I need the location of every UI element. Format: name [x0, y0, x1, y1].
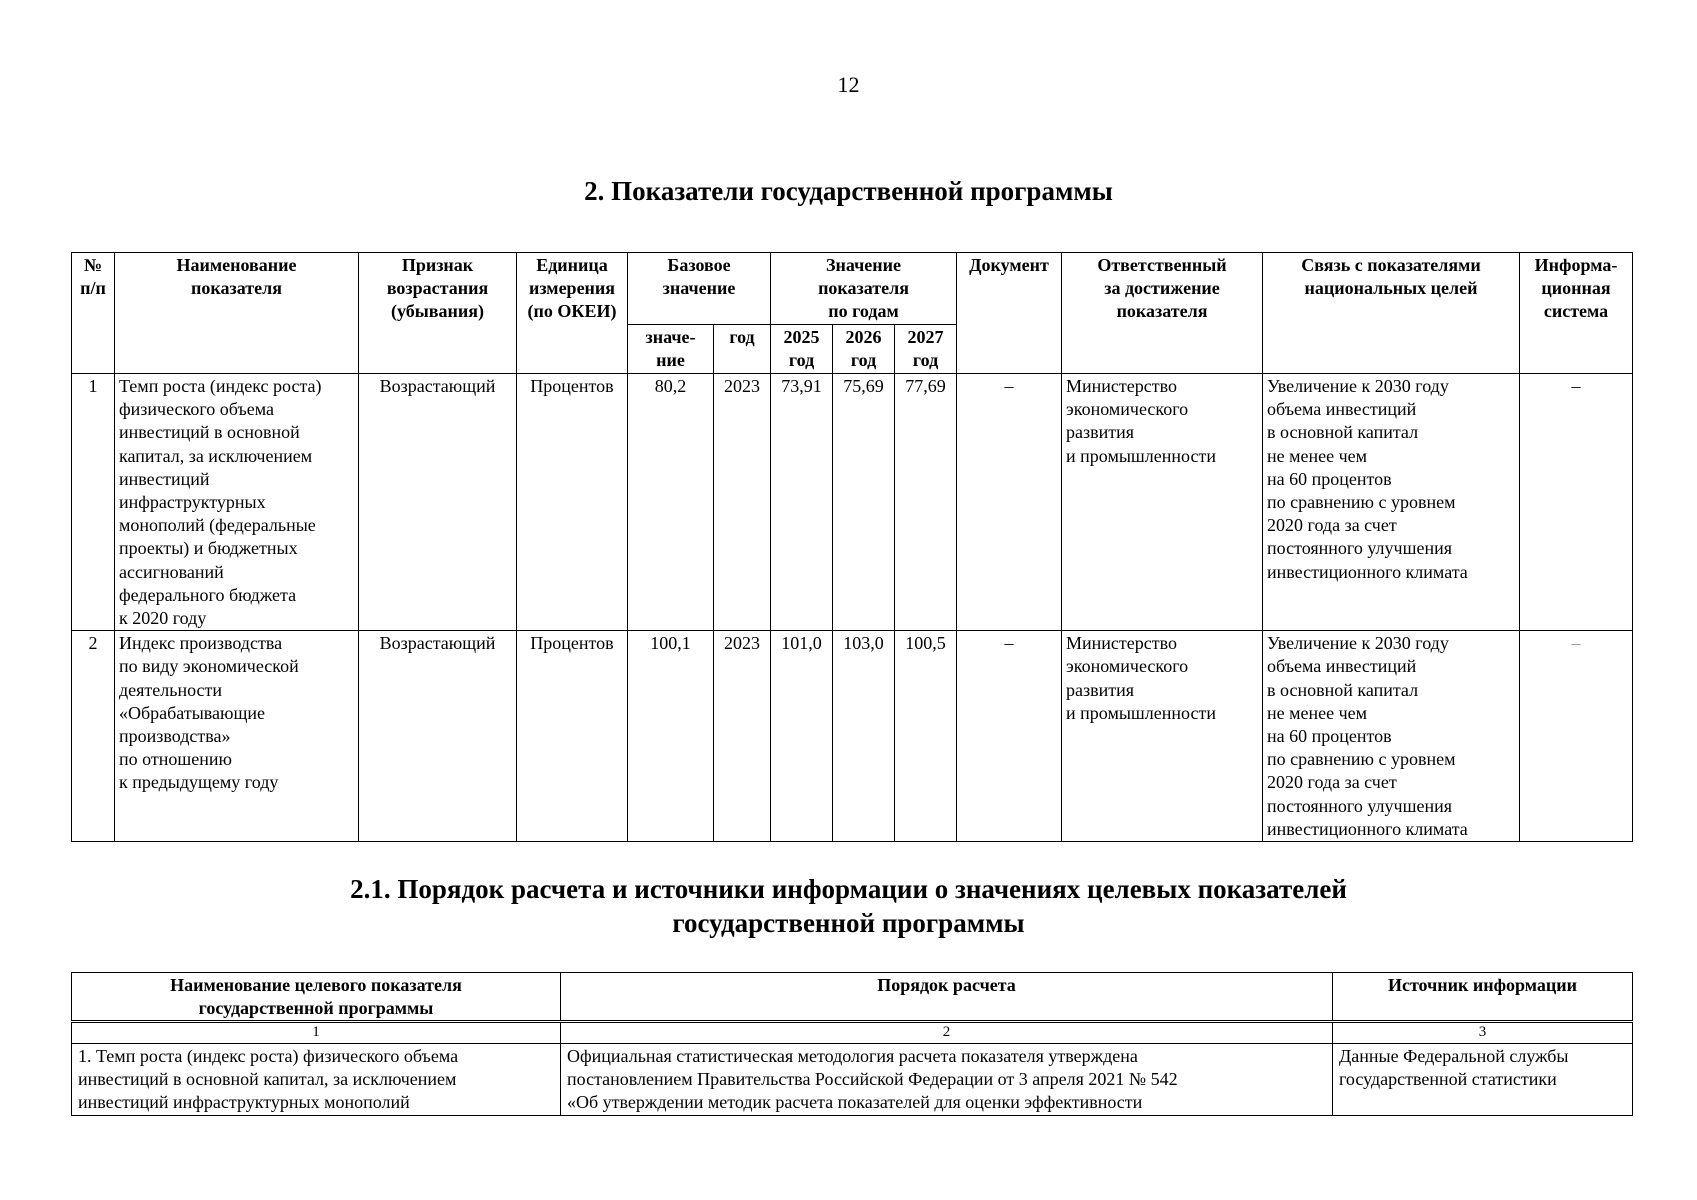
cell-document: – [957, 631, 1062, 842]
text-line: на 60 процентов [1267, 468, 1392, 489]
header-2026 [833, 325, 895, 374]
text-line: Информа- [1534, 255, 1618, 275]
text-line: постоянного улучшения [1267, 538, 1452, 559]
text-line: Связь с показателями [1301, 255, 1481, 275]
column-number: 1 [72, 1022, 561, 1044]
header-num [72, 253, 115, 374]
cell-num: 1 [72, 374, 115, 631]
header-infosystem [1520, 253, 1633, 374]
text-line: государственной программы [672, 908, 1025, 938]
cell-name [115, 631, 359, 842]
text-line: инвестиций инфраструктурных монополий [78, 1092, 410, 1113]
cell-link [1263, 374, 1520, 631]
text-line: капитал, за исключением [119, 445, 313, 466]
cell-trend: Возрастающий [359, 374, 517, 631]
text-line: не менее чем [1267, 445, 1368, 466]
cell-base-value: 80,2 [628, 374, 714, 631]
text-line: значе- [645, 327, 696, 347]
method-header-row [72, 973, 1633, 1022]
text-line: 2020 года за счет [1267, 515, 1397, 536]
method-table [71, 972, 1633, 1116]
text-line: развития [1066, 679, 1135, 700]
text-line: возрастания [386, 278, 489, 298]
text-line: и промышленности [1066, 445, 1216, 466]
header-trend [359, 253, 517, 374]
header-values-by-year [771, 253, 957, 325]
cell-responsible [1062, 631, 1263, 842]
text-line: № [83, 255, 103, 275]
text-line: Базовое [667, 255, 731, 275]
text-line: 1. Темп роста (индекс роста) физического объема [78, 1046, 459, 1066]
text-line: показателя [818, 278, 909, 298]
cell-2026: 103,0 [833, 631, 895, 842]
text-line: показателя [191, 278, 282, 298]
header-base-year: год [714, 325, 771, 374]
text-line: ассигнований [119, 561, 224, 582]
text-line: Ответственный [1097, 255, 1227, 275]
section-title-method [0, 872, 1697, 940]
text-line: измерения [528, 278, 616, 298]
text-line: физического объема [119, 399, 275, 420]
cell-unit: Процентов [517, 631, 628, 842]
text-line: инвестиций [119, 468, 210, 489]
text-line: национальных целей [1304, 278, 1478, 298]
text-line: по сравнению с уровнем [1267, 492, 1456, 513]
column-number: 3 [1333, 1022, 1633, 1044]
text-line: Индекс производства [119, 633, 283, 654]
cell-base-year: 2023 [714, 374, 771, 631]
text-line: по виду экономической [119, 656, 299, 677]
text-line: 2025 [783, 327, 820, 347]
cell-link [1263, 631, 1520, 842]
text-line: постоянного улучшения [1267, 795, 1452, 816]
text-line: 2027 [907, 327, 944, 347]
text-line: Единица [536, 255, 608, 275]
text-line: инвестиций в основной [119, 422, 300, 443]
text-line: федерального бюджета [119, 584, 297, 605]
text-line: к 2020 году [119, 608, 207, 629]
text-line: Увеличение к 2030 году [1267, 633, 1449, 654]
text-line: по сравнению с уровнем [1267, 749, 1456, 770]
text-line: 2.1. Порядок расчета и источники информации о значениях целевых показателей [350, 874, 1347, 904]
table-header-row [72, 253, 1633, 325]
header-name [115, 253, 359, 374]
text-line: инвестиций в основной капитал, за исключением [78, 1069, 457, 1090]
text-line: монополий (федеральные [119, 515, 316, 536]
text-line: не менее чем [1267, 702, 1368, 723]
text-line: год [912, 350, 939, 370]
text-line: система [1543, 301, 1609, 321]
cell-info-source [1333, 1044, 1633, 1116]
text-line: Увеличение к 2030 году [1267, 376, 1449, 396]
text-line: инвестиционного климата [1267, 561, 1468, 582]
table-row [72, 374, 1633, 631]
text-line: по отношению [119, 749, 232, 770]
text-line: п/п [80, 278, 106, 298]
text-line: ционная [1541, 278, 1611, 298]
cell-trend: Возрастающий [359, 631, 517, 842]
text-line: на 60 процентов [1267, 726, 1392, 747]
text-line: экономического [1066, 399, 1189, 420]
text-line: экономического [1066, 656, 1189, 677]
header-base-value [628, 325, 714, 374]
text-line: объема инвестиций [1267, 399, 1417, 420]
cell-calc-order [561, 1044, 1333, 1116]
cell-document: – [957, 374, 1062, 631]
header-responsible [1062, 253, 1263, 374]
header-unit [517, 253, 628, 374]
cell-base-year: 2023 [714, 631, 771, 842]
header-document: Документ [957, 253, 1062, 374]
text-line: Министерство [1066, 376, 1177, 396]
cell-base-value: 100,1 [628, 631, 714, 842]
header-info-source: Источник информации [1333, 973, 1633, 1022]
text-line: за достижение [1104, 278, 1220, 298]
text-line: год [850, 350, 877, 370]
text-line: 2020 года за счет [1267, 772, 1397, 793]
text-line: производства» [119, 726, 231, 747]
text-line: (убывания) [390, 301, 484, 321]
text-line: ние [656, 350, 685, 370]
table-row [72, 1044, 1633, 1116]
cell-2027: 77,69 [895, 374, 957, 631]
text-line: значение [662, 278, 736, 298]
text-line: объема инвестиций [1267, 656, 1417, 677]
page-number: 12 [837, 72, 860, 97]
column-number: 2 [561, 1022, 1333, 1044]
text-line: Темп роста (индекс роста) [119, 376, 322, 396]
cell-indicator-name [72, 1044, 561, 1116]
section-title-indicators: 2. Показатели государственной программы [584, 176, 1113, 206]
text-line: Министерство [1066, 633, 1177, 654]
cell-infosystem: – [1520, 374, 1633, 631]
text-line: в основной капитал [1267, 422, 1419, 443]
text-line: Признак [401, 255, 474, 275]
cell-2027: 100,5 [895, 631, 957, 842]
text-line: по годам [828, 301, 899, 321]
text-line: «Обрабатывающие [119, 702, 265, 723]
text-line: 2026 [845, 327, 882, 347]
text-line: Официальная статистическая методология расчета показателя утверждена [567, 1046, 1138, 1066]
text-line: (по ОКЕИ) [527, 301, 617, 321]
header-base [628, 253, 771, 325]
cell-2025: 73,91 [771, 374, 833, 631]
header-link [1263, 253, 1520, 374]
text-line: проекты) и бюджетных [119, 538, 298, 559]
text-line: постановлением Правительства Российской Федерации от 3 апреля 2021 № 542 [567, 1069, 1178, 1090]
cell-num: 2 [72, 631, 115, 842]
header-calc-order: Порядок расчета [561, 973, 1333, 1022]
cell-2026: 75,69 [833, 374, 895, 631]
table-row [72, 631, 1633, 842]
text-line: год [788, 350, 815, 370]
header-2025 [771, 325, 833, 374]
text-line: инфраструктурных [119, 492, 266, 513]
header-indicator-name [72, 973, 561, 1022]
text-line: государственной программы [198, 998, 434, 1018]
text-line: Наименование [176, 255, 297, 275]
text-line: Наименование целевого показателя [170, 975, 462, 995]
cell-responsible [1062, 374, 1263, 631]
indicators-table [71, 252, 1633, 842]
text-line: Данные Федеральной службы [1339, 1046, 1569, 1066]
text-line: показателя [1116, 301, 1208, 321]
cell-2025: 101,0 [771, 631, 833, 842]
text-line: в основной капитал [1267, 679, 1419, 700]
text-line: Значение [826, 255, 902, 275]
column-numbers-row [72, 1022, 1633, 1044]
text-line: инвестиционного климата [1267, 818, 1468, 839]
text-line: и промышленности [1066, 702, 1216, 723]
cell-infosystem: – [1520, 631, 1633, 842]
cell-unit: Процентов [517, 374, 628, 631]
text-line: деятельности [119, 679, 223, 700]
text-line: развития [1066, 422, 1135, 443]
header-2027 [895, 325, 957, 374]
cell-name [115, 374, 359, 631]
text-line: государственной статистики [1339, 1069, 1557, 1090]
text-line: «Об утверждении методик расчета показателей для оценки эффективности [567, 1092, 1143, 1113]
text-line: к предыдущему году [119, 772, 279, 793]
